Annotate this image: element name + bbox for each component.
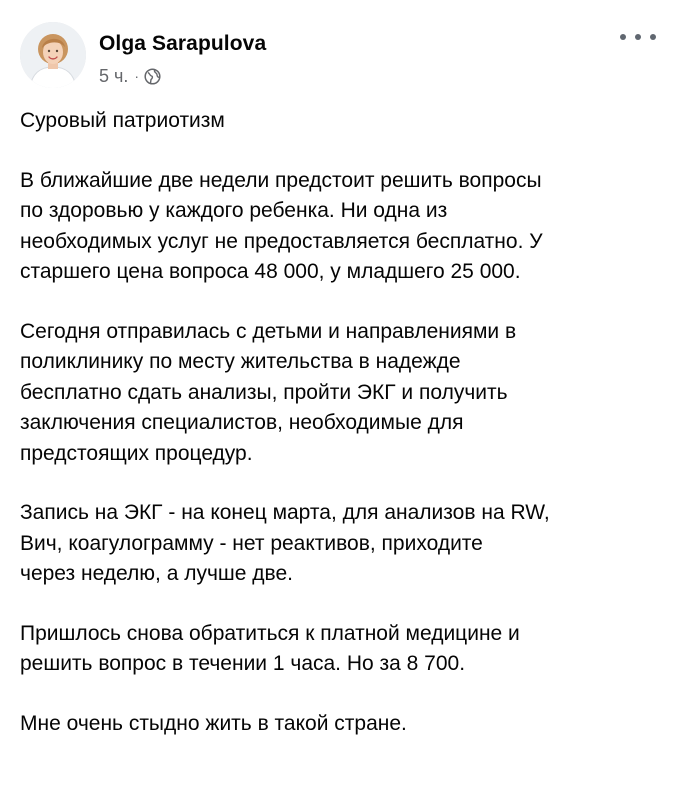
more-options-icon	[620, 34, 626, 40]
post-body	[20, 106, 660, 768]
post-paragraph: Запись на ЭКГ - на конец марта, для анализов на RW, Вич, коагулограмму - нет реактивов, приходите через неделю, а лучше две.	[20, 501, 550, 585]
post-meta	[99, 65, 161, 87]
post-header	[20, 22, 656, 92]
post-paragraph: Пришлось снова обратиться к платной медицине и решить вопрос в течении 1 часа. Но за 8 700.	[20, 621, 520, 675]
more-options-button[interactable]	[620, 26, 656, 48]
post-paragraph: Мне очень стыдно жить в такой стране.	[20, 711, 407, 735]
post-paragraph: Сегодня отправилась с детьми и направлениями в поликлинику по месту жительства в надежде бесплатно сдать анализы, пройти ЭКГ и получить заключения специалистов, необходимые для предстоящих процедур.	[20, 319, 517, 465]
more-options-dot	[650, 34, 656, 40]
globe-icon[interactable]	[144, 68, 161, 85]
meta-separator: ·	[134, 68, 140, 84]
avatar[interactable]	[20, 22, 86, 88]
post-timestamp[interactable]: 5 ч.	[99, 65, 129, 86]
profile-photo-icon	[20, 22, 86, 88]
post-paragraph: В ближайшие две недели предстоит решить вопросы по здоровью у каждого ребенка. Ни одна из необходимых услуг не предоставляется бесплатно. У старшего цена вопроса 48 000, у младшего 25 000.	[20, 168, 543, 283]
more-options-dot	[635, 34, 641, 40]
author-name[interactable]: Olga Sarapulova	[99, 32, 267, 55]
post-paragraph: Суровый патриотизм	[20, 109, 225, 132]
